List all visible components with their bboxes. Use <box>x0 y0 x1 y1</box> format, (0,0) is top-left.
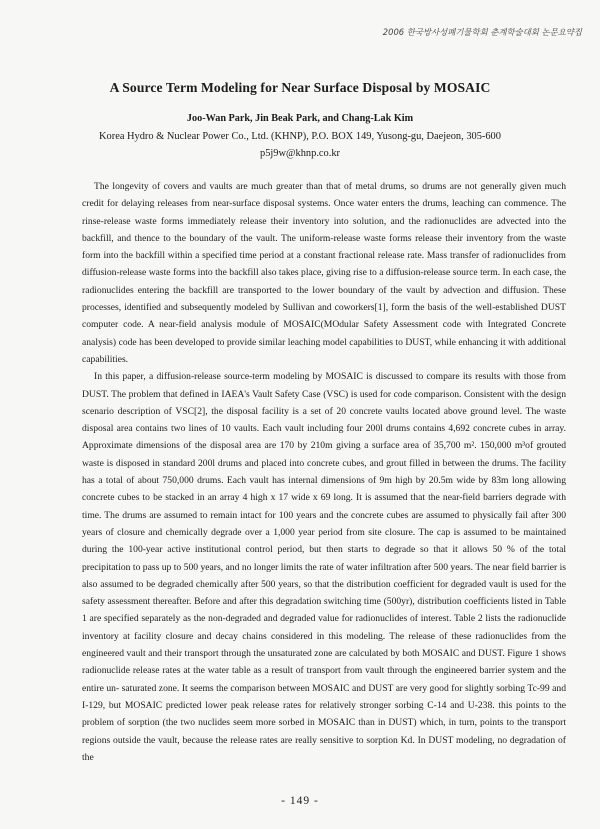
page-number: - 149 - <box>281 795 319 807</box>
author-list: Joo-Wan Park, Jin Beak Park, and Chang-Lak Kim <box>186 113 414 124</box>
body-text <box>82 178 566 766</box>
author-email[interactable]: p5j9w@khnp.co.kr <box>260 148 340 159</box>
running-head: 2006 한국방사성폐기물학회 춘계학술대회 논문요약집 <box>382 27 582 37</box>
paper-title: A Source Term Modeling for Near Surface Disposal by MOSAIC <box>109 80 491 95</box>
paragraph: In this paper, a diffusion-release source-term modeling by MOSAIC is discussed to compare its results with those from DUST. The problem that defined in IAEA's Vault Safety Case (VSC) is used for code comparison. Consistent with the design scenario description of VSC[2], the disposal facility is a set of 20 concrete vaults located above ground level. The waste disposal area contains two lines of 10 vaults. Each vault including four 200l drums contains 4,692 concrete cubes in array. Approximate dimensions of the disposal area are 170 by 210m giving a surface area of 35,700 m². 150,000 m³of grouted waste is disposed in standard 200l drums and placed into concrete cubes, and grout filled in between the drums. The facility has a total of about 750,000 drums. Each vault has internal dimensions of 9m high by 20.5m wide by 83m long allowing concrete cubes to be stacked in an array 4 high x 17 wide x 69 long. It is assumed that the near-field barriers degrade with time. The drums are assumed to remain intact for 100 years and the concrete cubes are assumed to physically fail after 300 years of closure and chemically degrade over a 1,000 year period from site closure. The cap is assumed to be maintained during the 100-year active institutional control period, but then starts to degrade so that it allows 50 % of the total precipitation to pass up to 500 years, and no longer limits the rate of water infiltration after 500 years. The near field barrier is also assumed to be degraded chemically after 500 years, so that the distribution coefficient for degraded vault is used for the safety assessment thereafter. Before and after this degradation switching time (500yr), distribution coefficients listed in Table 1 are specified separately as the non-degraded and degraded value for radionuclides of interest. Table 2 lists the radionuclide inventory at facility closure and decay chains considered in this modeling. The release of these radionuclides from the engineered vault and their transport through the unsaturated zone are calculated by both MOSAIC and DUST. Figure 1 shows radionuclide release rates at the water table as a result of transport from vault through the engineered barrier system and the entire un- saturated zone. It seems the comparison between MOSAIC and DUST are very good for slightly sorbing Tc-99 and I-129, but MOSAIC predicted lower peak release rates for relatively stronger sorbing C-14 and U-238. this points to the problem of sorption (the two nuclides seem more sorbed in MOSAIC than in DUST) which, in turn, points to the transport regions outside the vault, because the release rates are really sensitive to sorption Kd. In DUST modeling, no degradation of the <box>82 371 566 763</box>
affiliation: Korea Hydro & Nuclear Power Co., Ltd. (KHNP), P.O. BOX 149, Yusong-gu, Daejeon, 305-600 <box>99 131 501 142</box>
paragraph: The longevity of covers and vaults are much greater than that of metal drums, so drums are not generally given much credit for delaying releases from near-surface disposal systems. Once water enters the drums, leaching can commence. The rinse-release waste forms immediately release their inventory into solution, and the radionuclides are advected into the backfill, and thence to the boundary of the vault. The uniform-release waste forms release their inventory from the waste form into the backfill within a specified time period at a constant fractional release rate. Mass transfer of radionuclides from diffusion-release waste forms into the backfill also takes place, giving rise to a diffusion-release source term. In each case, the radionuclides entering the backfill are transported to the lower boundary of the vault by advection and diffusion. These processes, identified and subsequently modeled by Sullivan and coworkers[1], form the basis of the well-established DUST computer code. A near-field analysis module of MOSAIC(MOdular Safety Assessment code with Integrated Concrete analysis) code has been developed to provide similar leaching model capabilities to DUST, while enhancing it with additional capabilities. <box>82 181 566 365</box>
